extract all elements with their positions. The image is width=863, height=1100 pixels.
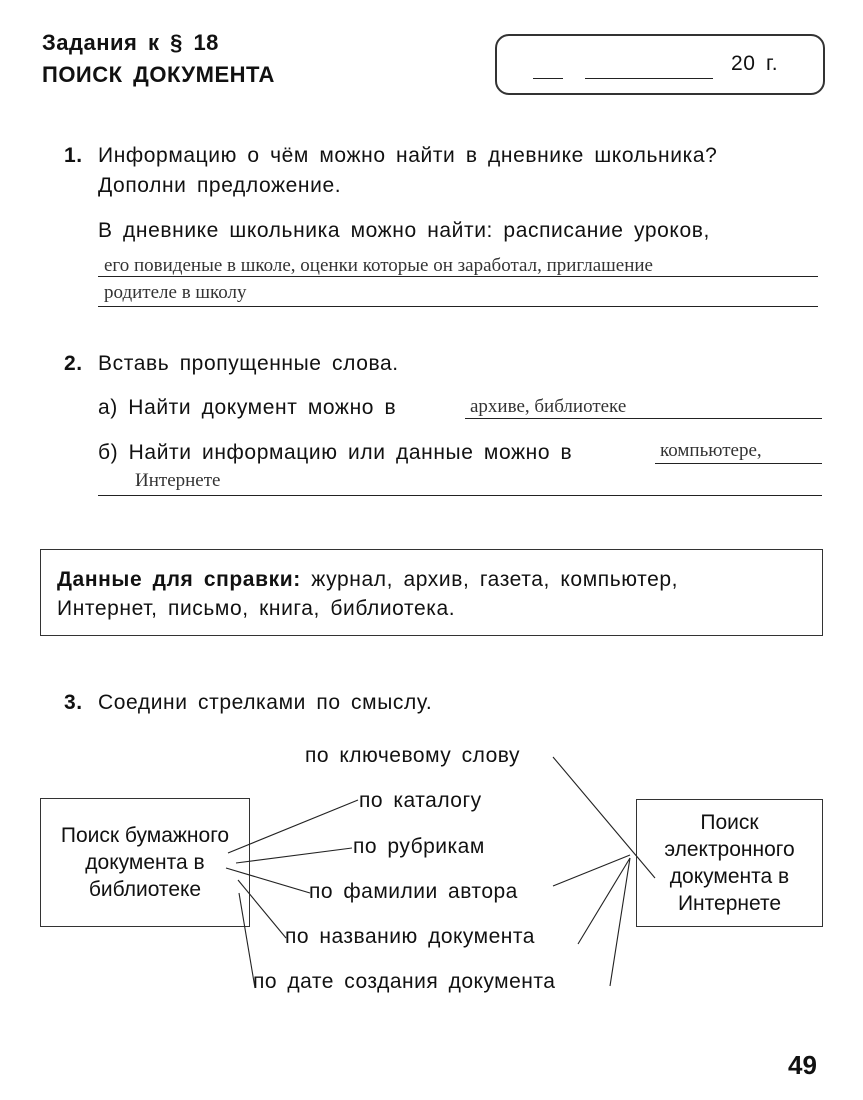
page-title: ПОИСК ДОКУМЕНТА	[42, 62, 275, 87]
task1-question-line2: Дополни предложение.	[98, 174, 342, 197]
task2-b-answer1[interactable]: компьютере,	[660, 440, 762, 461]
reference-text2: Интернет, письмо, книга, библиотека.	[57, 597, 456, 620]
section-heading: Задания к § 18	[42, 30, 219, 55]
task2-a-label: а) Найти документ можно в	[98, 396, 397, 419]
connect-line	[578, 858, 630, 944]
task2-b-label: б) Найти информацию или данные можно в	[98, 441, 573, 464]
right-box-text: Поиск электронного документа в Интернете	[664, 811, 795, 915]
connect-line	[239, 893, 255, 988]
task2-a-answer[interactable]: архиве, библиотеке	[470, 396, 627, 417]
task3-question: Соедини стрелками по смыслу.	[98, 691, 433, 714]
task2-number: 2.	[64, 352, 83, 375]
match-item[interactable]: по названию документа	[285, 925, 535, 948]
task1-number: 1.	[64, 144, 83, 167]
match-item[interactable]: по каталогу	[359, 789, 482, 812]
task3-number: 3.	[64, 691, 83, 714]
task1-question-line1: Информацию о чём можно найти в дневнике школьника?	[98, 144, 718, 167]
task1-answer-line1[interactable]: его повиденые в школе, оценки которые он заработал, приглашение	[104, 255, 653, 276]
match-item[interactable]: по дате создания документа	[253, 970, 556, 993]
connect-line	[228, 800, 358, 853]
page-number: 49	[788, 1050, 817, 1080]
task2-question: Вставь пропущенные слова.	[98, 352, 399, 375]
left-box-text: Поиск бумажного документа в библиотеке	[60, 824, 230, 901]
task1-answer-line2[interactable]: родителе в школу	[104, 282, 247, 303]
connect-line	[553, 757, 655, 878]
task1-prompt: В дневнике школьника можно найти: расписание уроков,	[98, 219, 710, 242]
match-item[interactable]: по фамилии автора	[309, 880, 518, 903]
connect-line	[236, 848, 352, 863]
reference-label: Данные для справки:	[57, 568, 301, 591]
date-year-suffix: 20 г.	[731, 52, 779, 75]
task2-b-answer2[interactable]: Интернете	[135, 470, 221, 491]
reference-text1: журнал, архив, газета, компьютер,	[300, 568, 679, 591]
connect-line	[553, 855, 630, 886]
match-item[interactable]: по ключевому слову	[305, 744, 520, 767]
match-item[interactable]: по рубрикам	[353, 835, 485, 858]
connect-line	[610, 858, 630, 986]
